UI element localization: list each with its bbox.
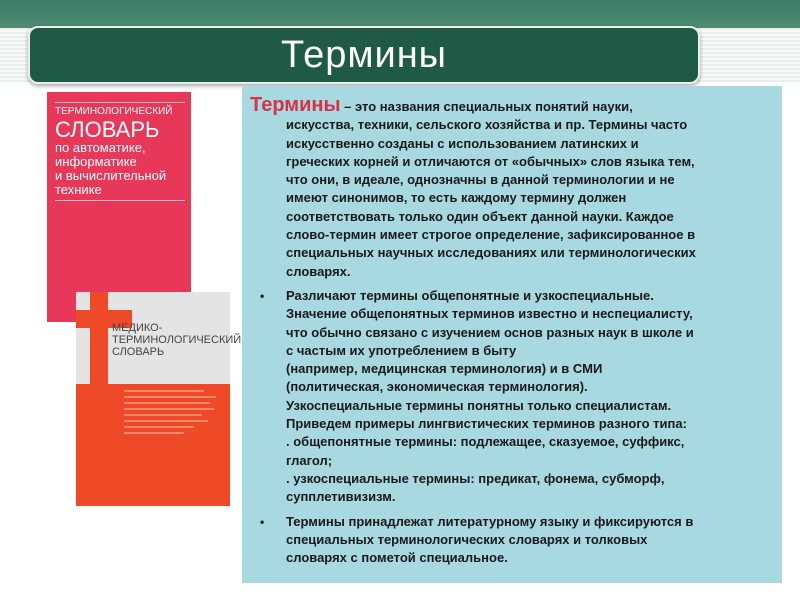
- intro-line: что они, в идеале, однозначны в данной терминологии и не: [286, 172, 675, 188]
- book2-line1: МЕДИКО-: [112, 322, 163, 334]
- fine-print-lines: [124, 388, 224, 448]
- intro-first-line: – это названия специальных понятий науки,: [340, 99, 633, 114]
- book-cover-medical-dictionary: [76, 292, 242, 506]
- bullet-line: супплетивизизм.: [286, 489, 396, 505]
- intro-line: слово-термин имеет строгое определение, зафиксированное в: [286, 227, 696, 243]
- bullet-line: . общепонятные термины: подлежащее, сказуемое, суффикс,: [286, 434, 685, 450]
- bullet-line: . узкоспециальные термины: предикат, фонема, субморф,: [286, 470, 665, 486]
- red-cross-icon: [90, 292, 108, 384]
- book2-line2: ТЕРМИНОЛОГИЧЕСКИЙ: [112, 334, 242, 346]
- book1-line5: и вычислительной: [55, 168, 167, 183]
- bullet-line: что обычно связано с изучением основ разных наук в школе и: [286, 324, 694, 340]
- book2-fine-print-decoration: [124, 388, 224, 451]
- bullet-item: [250, 287, 776, 507]
- book-cover-terminological-dictionary: [47, 92, 191, 322]
- book1-line4: информатике: [55, 154, 137, 169]
- book1-line3: по автоматике,: [55, 140, 146, 155]
- bullet-line: специальных терминологических словарях и толковых: [286, 531, 648, 547]
- intro-line: соответствовать только один объект данной науки. Каждое: [286, 208, 674, 224]
- bullet-line: (политическая, экономическая терминология).: [286, 379, 588, 395]
- bullet-line: словарях с пометой специальное.: [286, 550, 508, 566]
- term-highlight: Термины: [250, 94, 341, 116]
- bullet-line: с частым их употреблением в быту: [286, 342, 517, 358]
- intro-line: специальных научных исследованиях или терминологических: [286, 245, 696, 261]
- bullet-line: Узкоспециальные термины понятны только специалистам.: [286, 397, 672, 413]
- title-bar: [28, 26, 700, 84]
- bullet-line: (например, медицинская терминология) и в СМИ: [286, 361, 603, 377]
- bullet-marker: •: [260, 288, 265, 303]
- book1-line6: технике: [55, 182, 102, 197]
- bullet-item: [250, 513, 776, 568]
- bullet-line: Приведем примеры лингвистических терминов разного типа:: [286, 416, 687, 432]
- top-band: [0, 0, 800, 28]
- book1-line2: СЛОВАРЬ: [55, 117, 160, 142]
- bullet-line: глагол;: [286, 452, 333, 468]
- intro-line: искусственно созданы с использованием латинских и: [286, 135, 639, 151]
- bullet-line: Значение общепонятных терминов известно и неспециалисту,: [286, 306, 693, 322]
- intro-line: искусства, техники, сельского хозяйства и пр. Термины часто: [286, 117, 688, 133]
- bullet-list: [250, 287, 776, 567]
- bullet-marker: •: [260, 514, 265, 529]
- intro-paragraph: [250, 96, 776, 281]
- cover-rule: [55, 200, 185, 201]
- intro-line: греческих корней и отличаются от «обычных» слов языка тем,: [286, 153, 695, 169]
- panel-body: [250, 96, 776, 573]
- book2-line3: СЛОВАРЬ: [112, 346, 165, 358]
- book2-header-area: [76, 292, 242, 384]
- cover-rule: [55, 102, 185, 103]
- book1-text: [55, 104, 191, 197]
- slide-title: Термины: [281, 34, 447, 76]
- definition-panel: [242, 86, 782, 583]
- bullet-line: Термины принадлежат литературному языку и фиксируются в: [286, 513, 694, 529]
- intro-line: имеют синонимов, то есть каждому термину должен: [286, 190, 627, 206]
- bullet-line: Различают термины общепонятные и узкоспециальные.: [286, 287, 654, 303]
- intro-line: словарях.: [286, 263, 351, 279]
- book1-line1: ТЕРМИНОЛОГИЧЕСКИЙ: [55, 106, 173, 117]
- book2-title: [112, 322, 242, 358]
